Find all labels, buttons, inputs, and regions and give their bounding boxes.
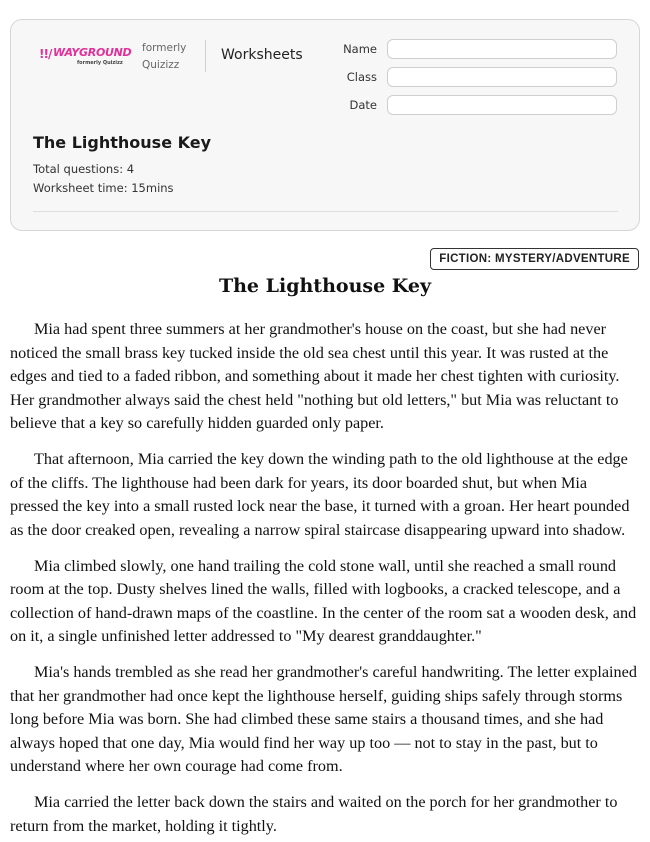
date-field[interactable] [387, 95, 617, 115]
story-title: The Lighthouse Key [218, 275, 432, 297]
story-body [10, 318, 638, 842]
worksheet-header-card [10, 19, 640, 231]
story-paragraph: That afternoon, Mia carried the key down the winding path to the old lighthouse at the edge of the cliffs. The lighthouse had been dark for years, its door boarded shut, but when Mia pressed the key into a small rusted lock near the base, it turned with a groan. Her heart pounded as the door creaked open, revealing a narrow spiral staircase disappearing upward into shadow. [10, 450, 630, 539]
header-divider [205, 40, 206, 72]
date-label: Date [349, 98, 377, 112]
class-label: Class [346, 70, 377, 84]
class-field[interactable] [387, 67, 617, 87]
wayground-logo [39, 46, 132, 70]
story-paragraph: Mia's hands trembled as she read her grandmother's careful handwriting. The letter explained that her grandmother had once kept the lighthouse herself, guiding ships safely through storms long before Mia was born. She had climbed these same stairs a thousand times, and she had always hoped that one day, Mia would find her way up too — not to stay in the past, but to understand where her own courage had come from. [10, 663, 637, 775]
story-paragraph: Mia climbed slowly, one hand trailing the cold stone wall, until she reached a small round room at the top. Dusty shelves lined the walls, filled with logbooks, a cracked telescope, and a collection of hand-drawn maps of the coastline. In the center of the room sat a wooden desk, and on it, a single unfinished letter addressed to "My dearest granddaughter." [10, 556, 637, 645]
worksheet-title: The Lighthouse Key [33, 133, 212, 152]
worksheets-label: Worksheets [221, 47, 303, 63]
logo-wordmark: WAYGROUND [53, 46, 132, 59]
total-questions: Total questions: 4 [33, 162, 135, 176]
name-field[interactable] [387, 39, 617, 59]
header-bottom-divider [33, 211, 618, 212]
name-label: Name [343, 42, 377, 56]
story-paragraph: Mia carried the letter back down the stairs and waited on the porch for her grandmother to return from the market, holding it tightly. [10, 793, 618, 835]
story-paragraph: Mia had spent three summers at her grandmother's house on the coast, but she had never noticed the small brass key tucked inside the old sea chest until this year. It was rusted at the edges and tied to a faded ribbon, and something about it made her chest tighten with curiosity. Her grandmother always said the chest held "nothing but old letters," but Mia was reluctant to believe that a key so carefully hidden guarded only paper. [10, 320, 620, 432]
logo-mark-icon: !!/ [39, 47, 52, 61]
formerly-quizizz-text: formerly Quizizz [142, 42, 187, 71]
logo-subtitle: formerly Quizizz [77, 60, 123, 66]
genre-badge: FICTION: MYSTERY/ADVENTURE [430, 248, 639, 270]
worksheet-time: Worksheet time: 15mins [33, 181, 174, 195]
